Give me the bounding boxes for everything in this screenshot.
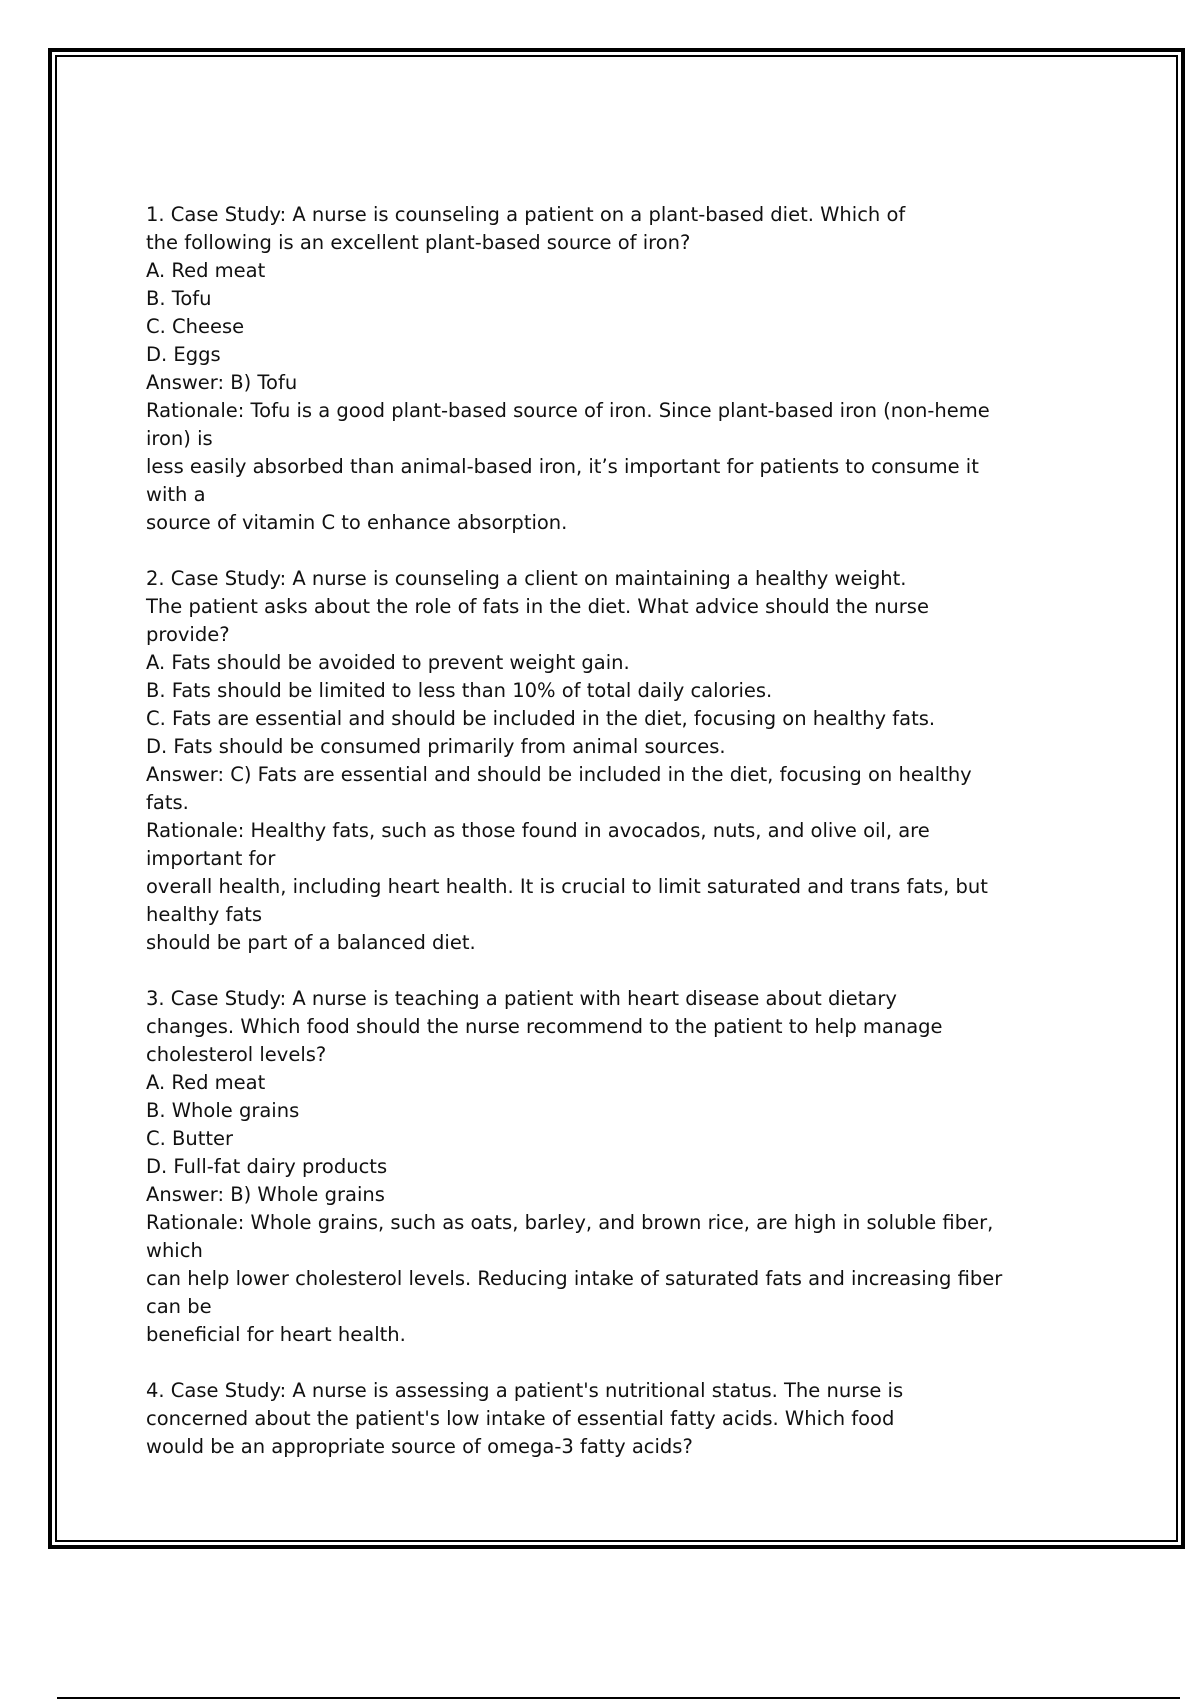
question-2-rationale-line-1: Rationale: Healthy fats, such as those found in avocados, nuts, and olive oil, are [146, 819, 930, 842]
question-3-stem-line-2: changes. Which food should the nurse recommend to the patient to help manage [146, 1015, 943, 1038]
question-1-rationale-line-1: Rationale: Tofu is a good plant-based source of iron. Since plant-based iron (non-heme [146, 399, 990, 422]
question-2-option-d: D. Fats should be consumed primarily from animal sources. [146, 735, 726, 758]
question-4-stem-line-3: would be an appropriate source of omega-3 fatty acids? [146, 1435, 693, 1458]
question-1-option-b: B. Tofu [146, 287, 212, 310]
question-4-stem-line-2: concerned about the patient's low intake of essential fatty acids. Which food [146, 1407, 895, 1430]
question-3-rationale-line-3: can help lower cholesterol levels. Reducing intake of saturated fats and increasing fiber [146, 1267, 1003, 1290]
question-1-rationale-line-2: iron) is [146, 427, 213, 450]
paragraph-gap [146, 537, 1086, 565]
question-3-rationale-line-2: which [146, 1239, 203, 1262]
question-3-stem-line-3: cholesterol levels? [146, 1043, 327, 1066]
question-2-option-b: B. Fats should be limited to less than 10% of total daily calories. [146, 679, 773, 702]
question-block-2 [146, 565, 1086, 957]
question-1-option-c: C. Cheese [146, 315, 245, 338]
paragraph-gap [146, 1349, 1086, 1377]
question-3-answer: Answer: B) Whole grains [146, 1183, 385, 1206]
question-2-stem-line-3: provide? [146, 623, 230, 646]
question-3-rationale-line-4: can be [146, 1295, 212, 1318]
question-3-stem-line-1: 3. Case Study: A nurse is teaching a patient with heart disease about dietary [146, 987, 897, 1010]
question-1-stem-line-1: 1. Case Study: A nurse is counseling a patient on a plant-based diet. Which of [146, 203, 906, 226]
question-1-stem-line-2: the following is an excellent plant-based source of iron? [146, 231, 691, 254]
question-2-rationale-line-2: important for [146, 847, 276, 870]
question-4-stem-line-1: 4. Case Study: A nurse is assessing a patient's nutritional status. The nurse is [146, 1379, 904, 1402]
question-2-answer-line-2: fats. [146, 791, 189, 814]
document-body [146, 201, 1086, 1461]
question-3-option-d: D. Full-fat dairy products [146, 1155, 388, 1178]
question-block-4 [146, 1377, 1086, 1461]
question-block-1 [146, 201, 1086, 537]
question-1-answer: Answer: B) Tofu [146, 371, 298, 394]
question-1-option-a: A. Red meat [146, 259, 266, 282]
question-2-option-c: C. Fats are essential and should be included in the diet, focusing on healthy fats. [146, 707, 936, 730]
question-2-option-a: A. Fats should be avoided to prevent weight gain. [146, 651, 630, 674]
question-3-option-b: B. Whole grains [146, 1099, 300, 1122]
question-block-3 [146, 985, 1086, 1349]
question-2-rationale-line-5: should be part of a balanced diet. [146, 931, 476, 954]
question-1-rationale-line-3: less easily absorbed than animal-based iron, it’s important for patients to consume it [146, 455, 979, 478]
question-2-rationale-line-4: healthy fats [146, 903, 263, 926]
question-1-rationale-line-5: source of vitamin C to enhance absorption. [146, 511, 568, 534]
question-3-rationale-line-5: beneficial for heart health. [146, 1323, 406, 1346]
question-2-answer-line-1: Answer: C) Fats are essential and should be included in the diet, focusing on healthy [146, 763, 972, 786]
paragraph-gap [146, 957, 1086, 985]
question-3-option-c: C. Butter [146, 1127, 234, 1150]
footer-divider [57, 1697, 1180, 1699]
question-2-stem-line-1: 2. Case Study: A nurse is counseling a client on maintaining a healthy weight. [146, 567, 907, 590]
question-2-stem-line-2: The patient asks about the role of fats in the diet. What advice should the nurse [146, 595, 929, 618]
question-3-option-a: A. Red meat [146, 1071, 266, 1094]
question-2-rationale-line-3: overall health, including heart health. It is crucial to limit saturated and trans fats, but [146, 875, 988, 898]
question-3-rationale-line-1: Rationale: Whole grains, such as oats, barley, and brown rice, are high in soluble fiber, [146, 1211, 994, 1234]
question-1-option-d: D. Eggs [146, 343, 221, 366]
question-1-rationale-line-4: with a [146, 483, 206, 506]
